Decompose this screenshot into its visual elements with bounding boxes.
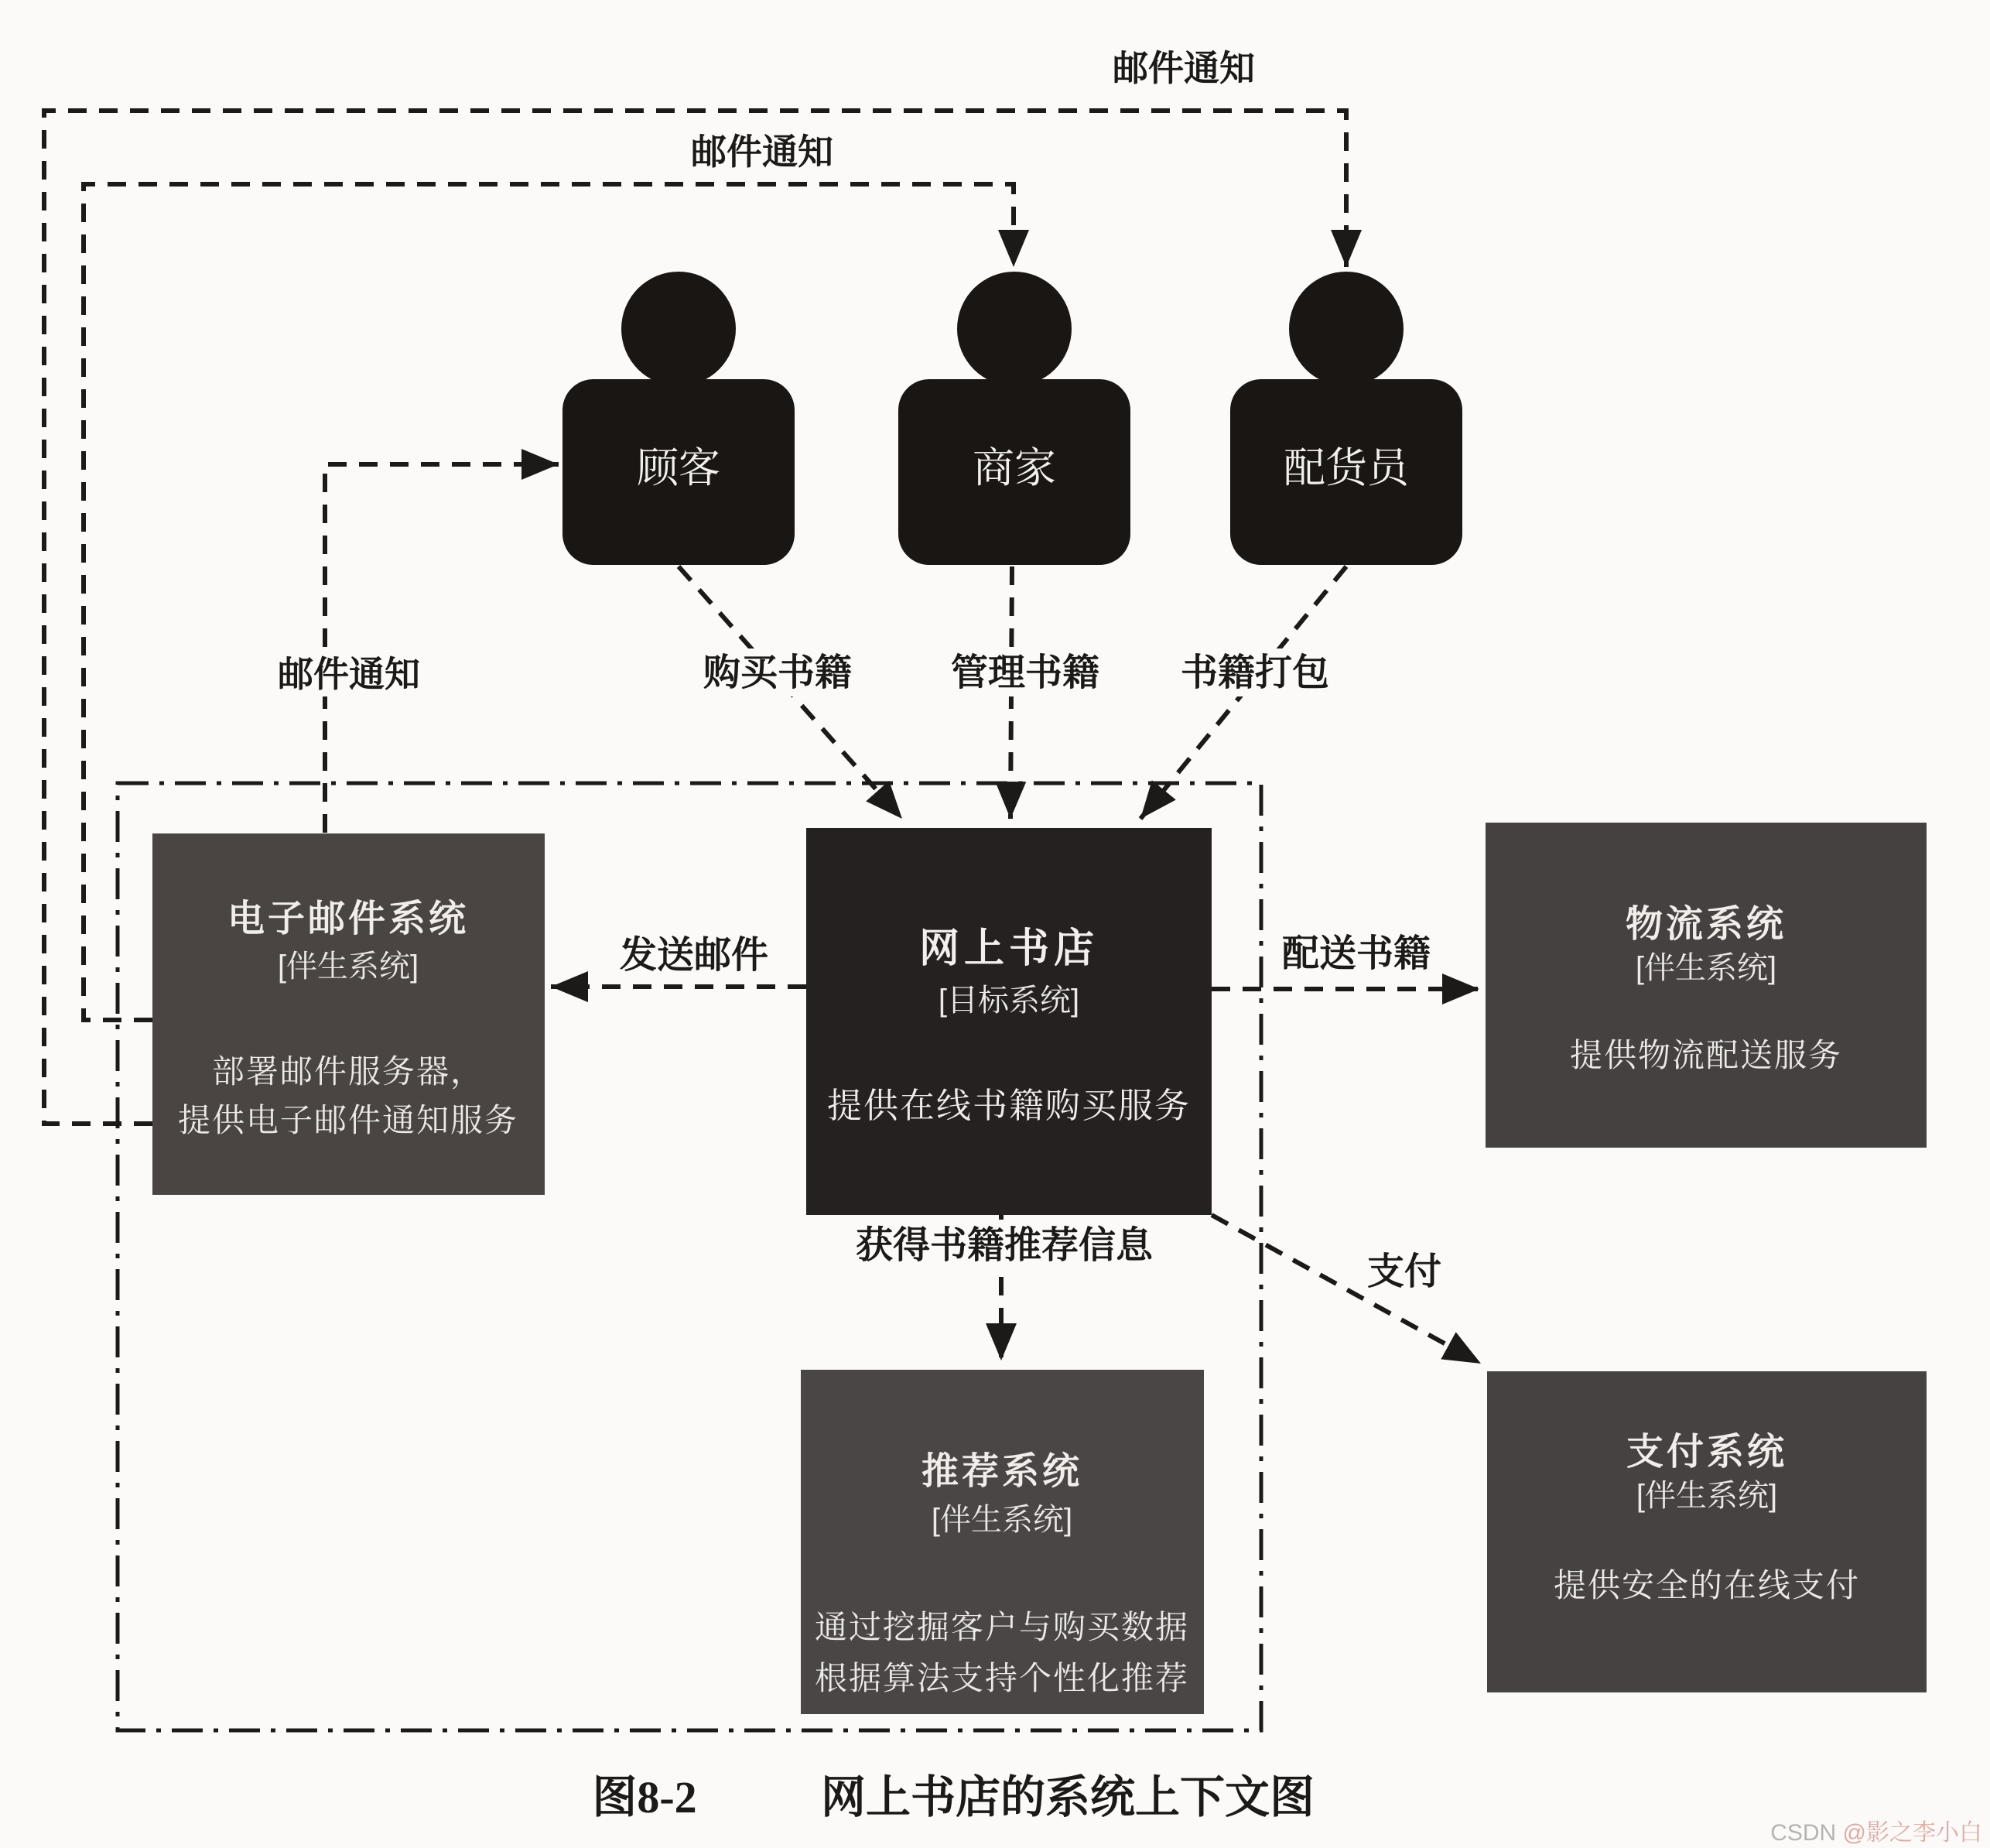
actor-packer-head: [1289, 272, 1404, 386]
system-email-tag: [伴生系统]: [277, 950, 419, 984]
system-box-email-rect: [152, 833, 545, 1195]
actor-customer-head: [621, 272, 736, 386]
system-box-payment: [1487, 1371, 1927, 1692]
system-email-title: 电子邮件系统: [227, 898, 470, 939]
edge-label-send-email: 发送邮件: [619, 935, 769, 976]
watermark-user: @影之李小白: [1842, 1820, 1982, 1846]
system-email-desc2: 提供电子邮件通知服务: [177, 1102, 519, 1138]
edge-label-email-notify-merchant: 邮件通知: [691, 132, 833, 172]
figure-caption-number: 图8-2: [592, 1772, 697, 1822]
edge-label-email-notify-packer: 邮件通知: [1113, 48, 1255, 88]
actor-packer: [1230, 272, 1462, 565]
system-logistics-desc: 提供物流配送服务: [1569, 1037, 1843, 1073]
system-recommendation-desc2: 根据算法支持个性化推荐: [814, 1660, 1190, 1696]
edge-label-manage-books: 管理书籍: [950, 652, 1100, 693]
system-payment-tag: [伴生系统]: [1636, 1479, 1778, 1513]
actor-customer-label: 顾客: [637, 445, 720, 491]
edge-label-pay: 支付: [1366, 1251, 1442, 1292]
system-box-bookstore: [806, 828, 1212, 1215]
edge-label-pack-books: 书籍打包: [1180, 652, 1330, 693]
system-recommendation-tag: [伴生系统]: [931, 1503, 1073, 1537]
edge-label-email-notify-customer: 邮件通知: [278, 654, 420, 694]
edge-label-get-recommendation: 获得书籍推荐信息: [855, 1225, 1154, 1266]
system-box-email: [152, 833, 545, 1195]
actor-merchant-head: [957, 272, 1072, 386]
system-recommendation-desc1: 通过挖掘客户与购买数据: [814, 1609, 1190, 1645]
system-box-logistics-rect: [1486, 823, 1927, 1148]
system-box-recommendation: [801, 1370, 1204, 1714]
edge-label-deliver-books: 配送书籍: [1281, 933, 1431, 974]
watermark-site: CSDN: [1770, 1820, 1843, 1846]
actor-customer: [562, 272, 795, 565]
actor-merchant-label: 商家: [973, 445, 1056, 491]
system-box-bookstore-rect: [806, 828, 1212, 1215]
system-bookstore-tag: [目标系统]: [938, 984, 1080, 1018]
system-logistics-title: 物流系统: [1625, 904, 1787, 945]
system-payment-title: 支付系统: [1626, 1432, 1788, 1473]
system-bookstore-title: 网上书店: [918, 926, 1099, 971]
system-email-desc1: 部署邮件服务器，: [211, 1053, 485, 1090]
actor-merchant: [898, 272, 1130, 565]
system-payment-desc: 提供安全的在线支付: [1553, 1567, 1861, 1603]
edge-email-notify-customer: [325, 464, 559, 833]
system-recommendation-title: 推荐系统: [921, 1451, 1083, 1492]
system-box-payment-rect: [1487, 1371, 1927, 1692]
watermark: [1770, 1820, 1982, 1846]
actor-packer-label: 配货员: [1284, 445, 1409, 491]
system-bookstore-desc: 提供在线书籍购买服务: [826, 1086, 1192, 1125]
system-logistics-tag: [伴生系统]: [1635, 951, 1777, 985]
edge-label-buy-books: 购买书籍: [703, 652, 853, 693]
figure-caption-title: 网上书店的系统上下文图: [820, 1772, 1315, 1822]
system-box-logistics: [1486, 823, 1927, 1148]
